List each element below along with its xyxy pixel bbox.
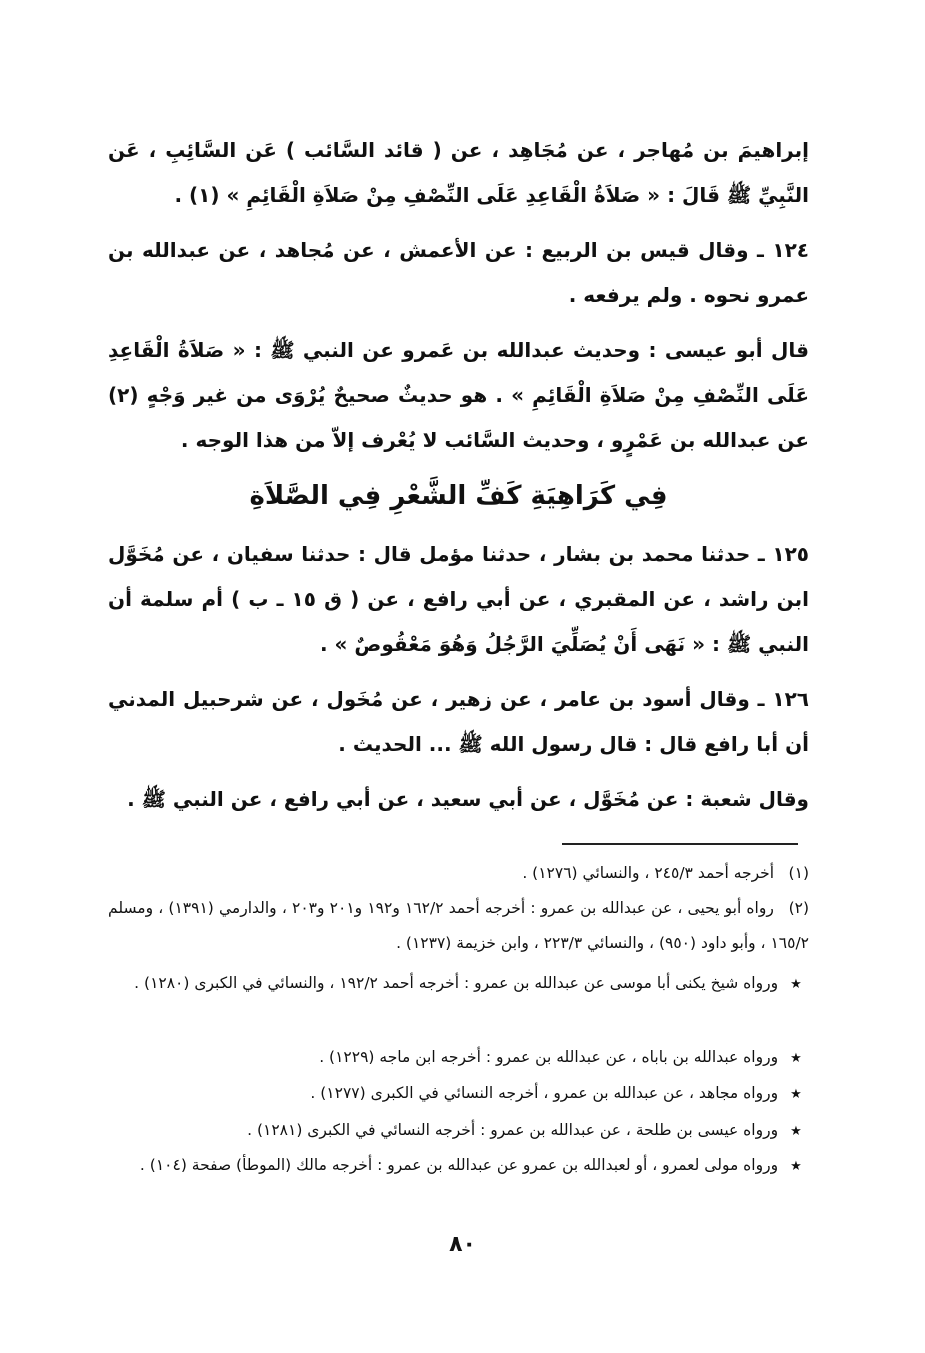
footnote-text: ورواه مجاهد ، عن عبدالله بن عمرو ، أخرجه النسائي في الكبرى (١٢٧٧) . [310, 1084, 779, 1102]
paragraph-shuba-narration: وقال شعبة : عن مُخَوَّل ، عن أبي سعيد ، عن أبي رافع ، عن النبي ﷺ . [127, 787, 809, 811]
section-heading: فِي كَرَاهِيَةِ كَفِّ الشَّعْرِ فِي الصَّلاَةِ [249, 481, 668, 511]
footnote-text: ورواه عبدالله بن باباه ، عن عبدالله بن عمرو : أخرجه ابن ماجه (١٢٢٩) . [319, 1048, 779, 1066]
footnote-text: رواه أبو يحيى ، عن عبدالله بن عمرو : أخرجه أحمد ١٦٢/٢ و١٩٢ و٢٠١ و٢٠٣ ، والدارمي (١٣٩١) ، ومسلم ١٦٥/٢ ، وأبو داود (٩٥٠) ، والنسائي ٢٢٣/٣ ، وابن خزيمة (١٢٣٧) . [108, 899, 809, 952]
star-bullet: ★ [790, 977, 802, 992]
footnote-star-1 [108, 966, 809, 1002]
footnote-text: ورواه مولى لعمرو ، أو لعبدالله بن عمرو عن عبدالله بن عمرو : أخرجه مالك (الموطأ) صفحة (١٠٤) . [139, 1156, 779, 1174]
footnote-number: (١) [788, 864, 809, 882]
body-text-upper [108, 128, 809, 463]
footnote-number: (٢) [788, 899, 810, 917]
body-text-lower [108, 532, 809, 822]
footnote-text: ورواه عيسى بن طلحة ، عن عبدالله بن عمرو : أخرجه النسائي في الكبرى (١٢٨١) . [247, 1121, 779, 1139]
footnote-star-2 [108, 1040, 809, 1076]
paragraph-hadith-125: ١٢٥ ـ حدثنا محمد بن بشار ، حدثنا مؤمل قال : حدثنا سفيان ، عن مُخَوَّل ابن راشد ، عن المقبري ، عن أبي رافع ، عن ( ق ١٥ ـ ب ) أم سلمة أن النبي ﷺ : « نَهَى أَنْ يُصَلِّيَ الرَّجُلُ وَهُوَ مَعْقُوصٌ » . [108, 542, 809, 656]
paragraph-hadith-continuation: إبراهيمَ بن مُهاجر ، عن مُجَاهِد ، عن ( قائد السَّائب ) عَن السَّائِبِ ، عَن النَّبِيِّ ﷺ قَالَ : « صَلاَةُ الْقَاعِدِ عَلَى النِّصْفِ مِنْ صَلاَةِ الْقَائِمِ » (١) . [108, 138, 809, 207]
star-bullet: ★ [790, 1124, 802, 1139]
star-bullet: ★ [790, 1159, 802, 1174]
star-bullet: ★ [790, 1051, 802, 1066]
footnote-star-5 [108, 1148, 809, 1184]
star-bullet: ★ [790, 1087, 802, 1102]
page-number: ٨٠ [449, 1232, 476, 1257]
paragraph-hadith-124: ١٢٤ ـ وقال قيس بن الربيع : عن الأعمش ، عن مُجاهد ، عن عبدالله بن عمرو نحوه . ولم يرفعه . [108, 238, 809, 307]
footnote-2 [108, 891, 809, 961]
footnote-star-3 [108, 1076, 809, 1112]
paragraph-abu-isa-comment: قال أبو عيسى : وحديث عبدالله بن عَمرو عن النبي ﷺ : « صَلاَةُ الْقَاعِدِ عَلَى النِّصْفِ مِنْ صَلاَةِ الْقَائِمِ » . هو حديثٌ صحيحٌ يُرْوَى من غير وَجْهٍ (٢) عن عبدالله بن عَمْرٍو ، وحديث السَّائب لا يُعْرف إلاّ من هذا الوجه . [108, 338, 809, 452]
paragraph-hadith-126: ١٢٦ ـ وقال أسود بن عامر ، عن زهير ، عن مُخَول ، عن شرحبيل المدني أن أبا رافع قال : قال رسول الله ﷺ ... الحديث . [108, 687, 809, 756]
footnote-text: ورواه شيخ يكنى أبا موسى عن عبدالله بن عمرو : أخرجه أحمد ١٩٢/٢ ، والنسائي في الكبرى (١٢٨٠) . [134, 974, 779, 992]
footnote-divider [562, 843, 798, 845]
footnote-1 [108, 856, 809, 891]
footnote-star-4 [108, 1113, 809, 1149]
footnote-text: أخرجه أحمد ٢٤٥/٣ ، والنسائي (١٢٧٦) . [522, 864, 775, 882]
